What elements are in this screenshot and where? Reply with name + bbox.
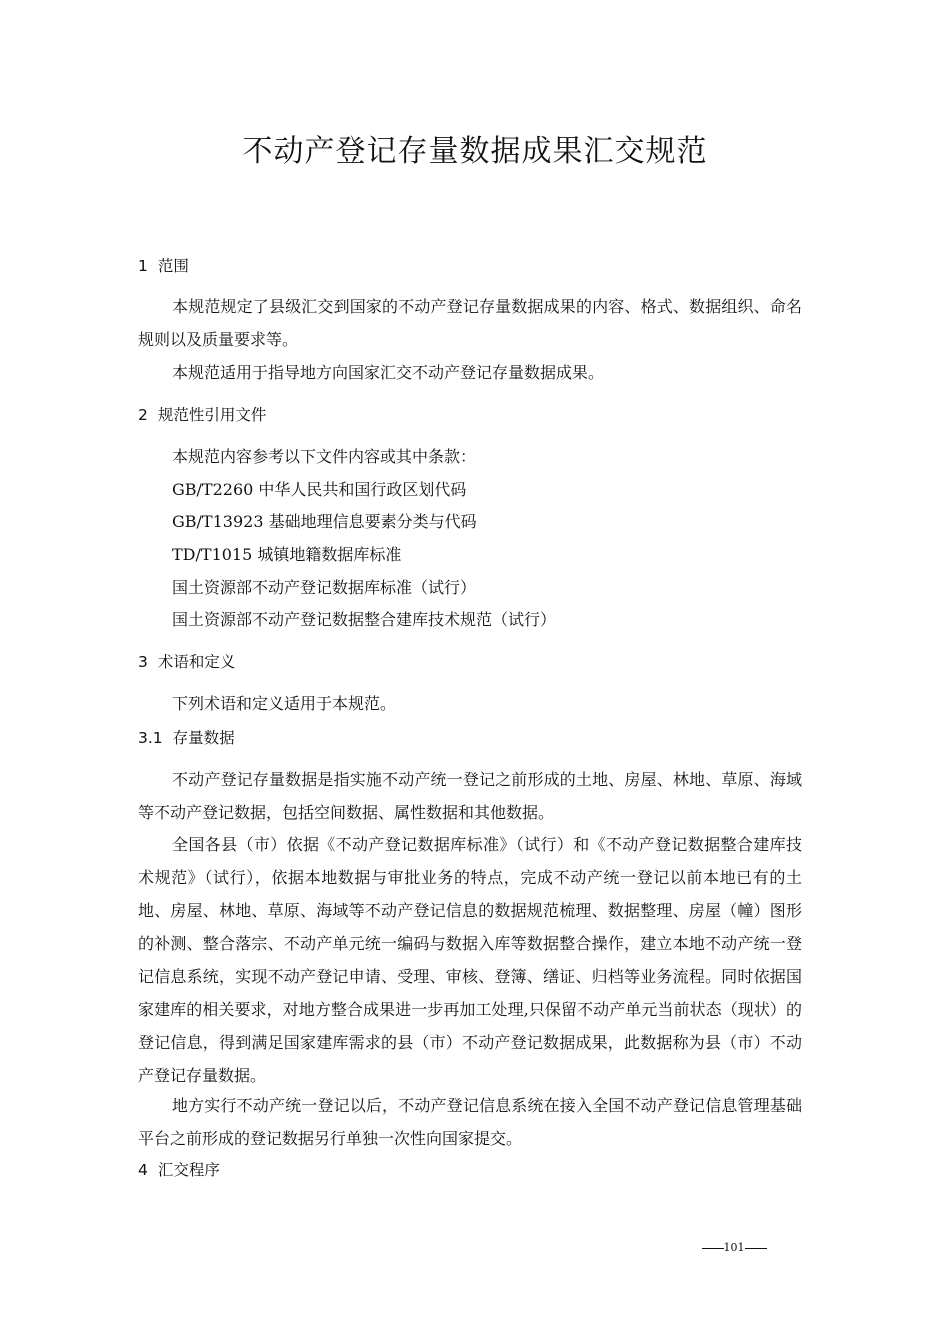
reference-item: TD/T1015 城镇地籍数据库标准 [172, 545, 402, 564]
page-title: 不动产登记存量数据成果汇交规范 [242, 134, 708, 169]
reference-item: GB/T13923 基础地理信息要素分类与代码 [172, 512, 477, 531]
section-number: 4 [138, 1161, 148, 1179]
section-title: 汇交程序 [157, 1161, 220, 1179]
section-number: 2 [138, 406, 148, 424]
section-2-heading [138, 403, 266, 427]
reference-item: 国土资源部不动产登记数据库标准（试行） [172, 578, 477, 597]
paragraph: 下列术语和定义适用于本规范。 [172, 694, 397, 713]
section-3-1-heading [138, 726, 235, 750]
reference-item: 国土资源部不动产登记数据整合建库技术规范（试行） [172, 610, 557, 629]
section-1-heading [138, 254, 189, 278]
reference-item: GB/T2260 中华人民共和国行政区划代码 [172, 480, 467, 499]
section-title: 规范性引用文件 [157, 406, 267, 424]
paragraph: 本规范规定了县级汇交到国家的不动产登记存量数据成果的内容、格式、数据组织、命名规则以及质量要求等。 [138, 297, 802, 349]
page-number-dash [745, 1248, 767, 1249]
section-number: 1 [138, 257, 148, 275]
paragraph: 本规范内容参考以下文件内容或其中条款： [172, 447, 477, 466]
page-number [700, 1240, 768, 1256]
paragraph: 本规范适用于指导地方向国家汇交不动产登记存量数据成果。 [172, 363, 605, 382]
section-4-heading [138, 1158, 220, 1182]
section-title: 存量数据 [172, 729, 235, 747]
paragraph: 不动产登记存量数据是指实施不动产统一登记之前形成的土地、房屋、林地、草原、海域等不动产登记数据，包括空间数据、属性数据和其他数据。 [138, 770, 802, 822]
section-title: 范围 [157, 257, 189, 275]
section-number: 3 [138, 653, 148, 671]
section-number: 3.1 [138, 729, 163, 747]
paragraph: 全国各县（市）依据《不动产登记数据库标准》（试行）和《不动产登记数据整合建库技术规范》（试行），依据本地数据与审批业务的特点，完成不动产统一登记以前本地已有的土地、房屋、林地、草原、海域等不动产登记信息的数据规范梳理、数据整理、房屋（幢）图形的补测、整合落宗、不动产单元统一编码与数据入库等数据整合操作，建立本地不动产统一登记信息系统，实现不动产登记申请、受理、审核、登簿、缮证、归档等业务流程。同时依据国家建库的相关要求，对地方整合成果进一步再加工处理,只保留不动产单元当前状态（现状）的登记信息，得到满足国家建库需求的县（市）不动产登记数据成果，此数据称为县（市）不动产登记存量数据。 [138, 835, 802, 1085]
section-3-heading [138, 650, 235, 674]
page-number-value: 101 [723, 1241, 745, 1254]
page-number-dash [702, 1248, 724, 1249]
paragraph: 地方实行不动产统一登记以后，不动产登记信息系统在接入全国不动产登记信息管理基础平台之前形成的登记数据另行单独一次性向国家提交。 [138, 1096, 802, 1148]
section-title: 术语和定义 [157, 653, 236, 671]
